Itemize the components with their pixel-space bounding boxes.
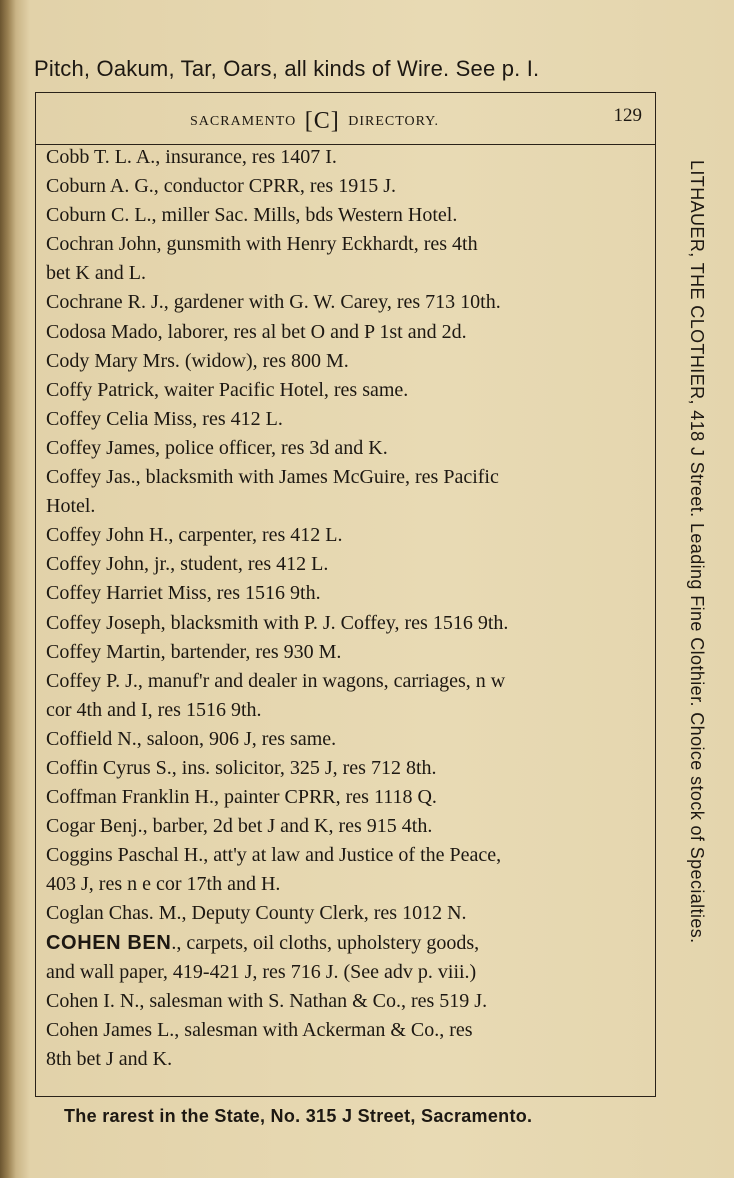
running-head: [36, 101, 655, 134]
directory-entry: [46, 376, 646, 405]
directory-entry: [46, 812, 646, 841]
entry-text: Coffey Jas., blacksmith with James McGuire, res Pacific: [46, 466, 499, 489]
entry-text: Cogar Benj., barber, 2d bet J and K, res 915 4th.: [46, 815, 433, 838]
entry-text: Coggins Paschal H., att'y at law and Justice of the Peace,: [46, 844, 502, 867]
directory-entry: [46, 929, 646, 987]
entry-text: ., carpets, oil cloths, upholstery goods,: [171, 931, 480, 954]
entry-text: Coffin Cyrus S., ins. solicitor, 325 J, res 712 8th.: [46, 756, 437, 779]
entry-text: Coffey Joseph, blacksmith with P. J. Coffey, res 1516 9th.: [46, 611, 509, 634]
entry-text: Cohen James L., salesman with Ackerman & Co., res: [46, 1018, 473, 1041]
directory-entry: [46, 783, 646, 812]
directory-entry: [46, 754, 646, 783]
page-number: 129: [613, 105, 642, 126]
entry-text: Cohen I. N., salesman with S. Nathan & Co., res 519 J.: [46, 989, 488, 1012]
entry-continuation: and wall paper, 419-421 J, res 716 J. (See adv p. viii.): [46, 960, 477, 983]
entry-text: Coffey Harriet Miss, res 1516 9th.: [46, 582, 321, 605]
directory-entry: [46, 434, 646, 463]
entry-text: Cody Mary Mrs. (widow), res 800 M.: [46, 349, 349, 372]
entry-text: Coburn A. G., conductor CPRR, res 1915 J.: [46, 175, 396, 198]
directory-entry: [46, 230, 646, 288]
running-head-letter: [C]: [304, 108, 340, 134]
running-head-title: [190, 105, 439, 132]
entry-continuation: cor 4th and I, res 1516 9th.: [46, 698, 262, 721]
running-head-city: SACRAMENTO: [190, 114, 297, 129]
entry-continuation: 403 J, res n e cor 17th and H.: [46, 873, 281, 896]
entry-continuation: bet K and L.: [46, 262, 146, 285]
side-advertisement-text: LITHAUER, THE CLOTHIER, 418 J Street. Leading Fine Clothier. Choice stock of Specialties.: [687, 160, 707, 944]
entry-bold-name: COHEN BEN: [46, 931, 172, 954]
directory-entry: [46, 318, 646, 347]
directory-entry: [46, 405, 646, 434]
entry-continuation: 8th bet J and K.: [46, 1047, 173, 1070]
directory-entry: [46, 172, 646, 201]
directory-entry: [46, 841, 646, 899]
directory-entry: [46, 579, 646, 608]
directory-entry: [46, 1016, 646, 1074]
directory-entry: [46, 638, 646, 667]
directory-entry: [46, 521, 646, 550]
entry-text: Cochran John, gunsmith with Henry Eckhardt, res 4th: [46, 233, 478, 256]
directory-entry: [46, 550, 646, 579]
directory-entry: [46, 725, 646, 754]
entry-text: Coffey P. J., manuf'r and dealer in wagons, carriages, n w: [46, 669, 506, 692]
directory-entry: [46, 609, 646, 638]
entry-text: Coffey John, jr., student, res 412 L.: [46, 553, 329, 576]
entry-text: Coglan Chas. M., Deputy County Clerk, res 1012 N.: [46, 902, 467, 925]
side-advertisement: [685, 160, 709, 1020]
entry-text: Coffey James, police officer, res 3d and K.: [46, 436, 388, 459]
directory-entry: [46, 463, 646, 521]
entry-continuation: Hotel.: [46, 495, 96, 518]
entry-text: Coffey Celia Miss, res 412 L.: [46, 407, 283, 430]
directory-entry: [46, 288, 646, 317]
page-frame: [35, 92, 656, 1097]
entry-text: Cochrane R. J., gardener with G. W. Carey, res 713 10th.: [46, 291, 501, 314]
directory-entry: [46, 143, 646, 172]
directory-entry: [46, 347, 646, 376]
directory-entries: [46, 143, 646, 1074]
entry-text: Coffey John H., carpenter, res 412 L.: [46, 524, 343, 547]
directory-entry: [46, 899, 646, 928]
top-advertisement: Pitch, Oakum, Tar, Oars, all kinds of Wire. See p. I.: [34, 56, 540, 81]
directory-entry: [46, 987, 646, 1016]
entry-text: Coburn C. L., miller Sac. Mills, bds Western Hotel.: [46, 204, 458, 227]
entry-text: Coffy Patrick, waiter Pacific Hotel, res same.: [46, 378, 409, 401]
running-head-directory: DIRECTORY.: [348, 114, 439, 129]
entry-text: Coffman Franklin H., painter CPRR, res 1118 Q.: [46, 786, 437, 809]
directory-entry: [46, 667, 646, 725]
entry-text: Cobb T. L. A., insurance, res 1407 I.: [46, 146, 337, 168]
entry-text: Codosa Mado, laborer, res al bet O and P 1st and 2d.: [46, 320, 467, 343]
entry-text: Coffield N., saloon, 906 J, res same.: [46, 727, 337, 750]
bottom-advertisement: The rarest in the State, No. 315 J Street, Sacramento.: [64, 1106, 533, 1126]
directory-entry: [46, 201, 646, 230]
entry-text: Coffey Martin, bartender, res 930 M.: [46, 640, 342, 663]
